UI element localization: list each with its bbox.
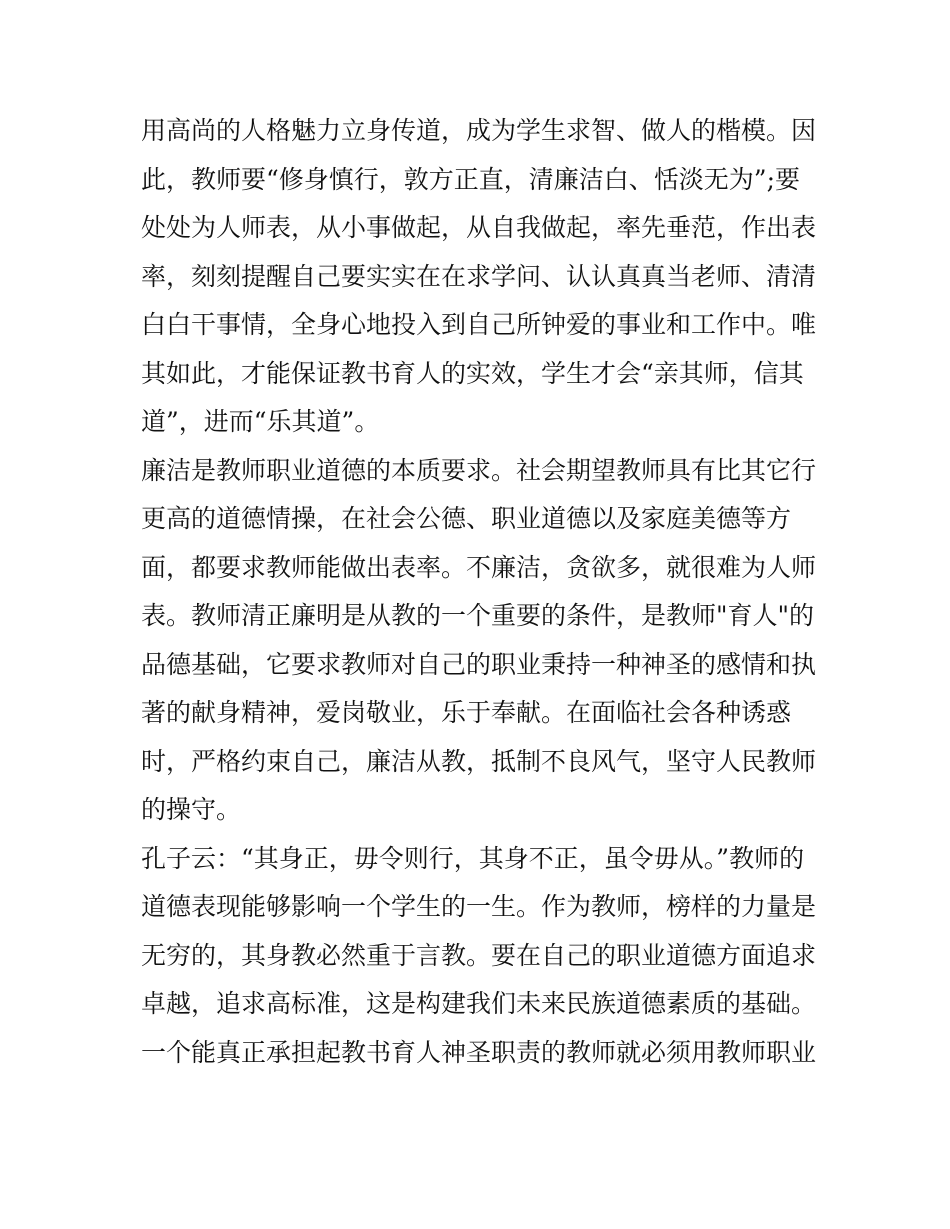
text-line: 表。教师清正廉明是从教的一个重要的条件，是教师"育人"的 <box>141 601 815 630</box>
text-line: 用高尚的人格魅力立身传道，成为学生求智、做人的楷模。因 <box>141 116 817 145</box>
paragraph-3 <box>141 835 817 1078</box>
text-line: 白白干事情，全身心地投入到自己所钟爱的事业和工作中。唯 <box>141 310 817 339</box>
text-line: 此，教师要“修身慎行，敦方正直，清廉洁白、恬淡无为”;要 <box>141 164 800 194</box>
text-line: 道”，进而“乐其道”。 <box>141 407 380 436</box>
text-line: 其如此，才能保证教书育人的实效，学生才会“亲其师，信其 <box>141 358 804 388</box>
text-line: 的操守。 <box>141 795 242 824</box>
text-line: 时，严格约束自己，廉洁从教，抵制不良风气，坚守人民教师 <box>141 746 817 776</box>
text-line: 率，刻刻提醒自己要实实在在求学问、认认真真当老师、清清 <box>141 261 817 291</box>
text-line: 卓越，追求高标准，这是构建我们未来民族道德素质的基础。 <box>141 989 817 1018</box>
paragraph-2 <box>141 447 817 835</box>
text-line: 面，都要求教师能做出表率。不廉洁，贪欲多，就很难为人师 <box>141 552 817 582</box>
text-line: 品德基础，它要求教师对自己的职业秉持一种神圣的感情和执 <box>141 649 817 679</box>
text-line: 无穷的，其身教必然重于言教。要在自己的职业道德方面追求 <box>141 940 817 970</box>
text-line: 道德表现能够影响一个学生的一生。作为教师，榜样的力量是 <box>141 892 817 921</box>
text-line: 著的献身精神，爱岗敬业，乐于奉献。在面临社会各种诱惑 <box>141 698 792 727</box>
text-line: 更高的道德情操，在社会公德、职业道德以及家庭美德等方 <box>141 504 792 533</box>
document-body <box>141 107 817 1077</box>
text-line: 孔子云：“其身正，毋令则行，其身不正，虽令毋从。”教师的 <box>141 843 805 873</box>
text-line: 一个能真正承担起教书育人神圣职责的教师就必须用教师职业 <box>141 1037 817 1067</box>
text-line: 廉洁是教师职业道德的本质要求。社会期望教师具有比其它行 <box>141 455 817 485</box>
paragraph-1 <box>141 107 817 447</box>
text-line: 处处为人师表，从小事做起，从自我做起，率先垂范，作出表 <box>141 213 817 242</box>
